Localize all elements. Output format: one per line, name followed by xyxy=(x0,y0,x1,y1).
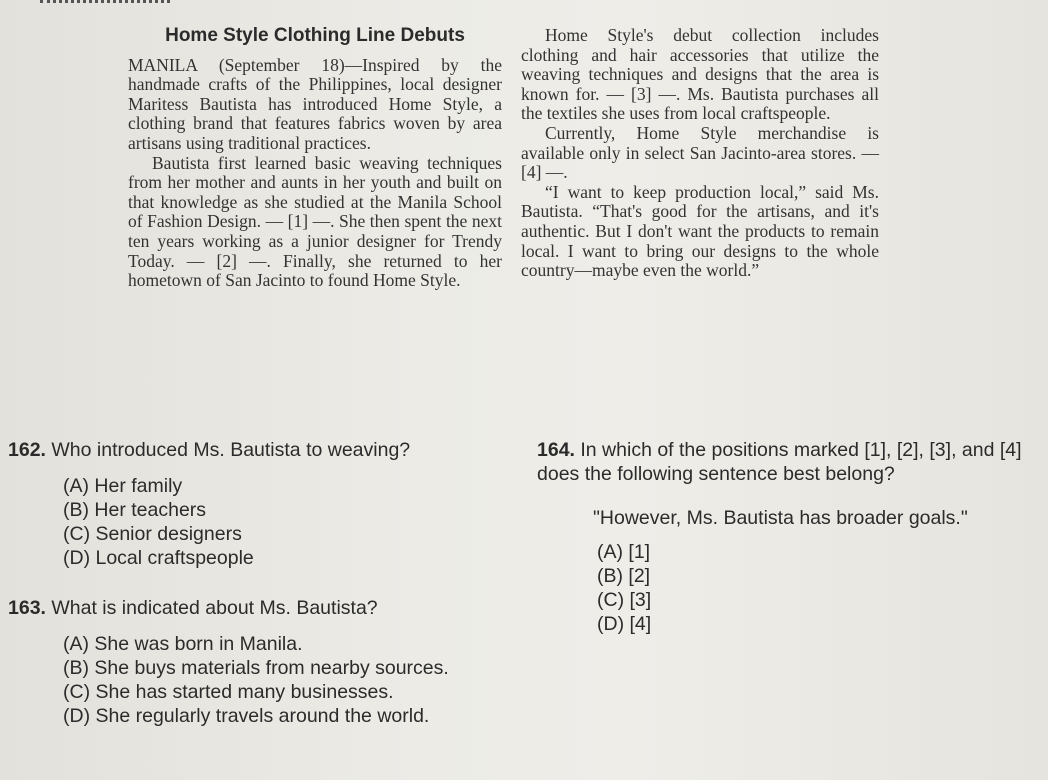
article-headline: Home Style Clothing Line Debuts xyxy=(165,25,465,46)
question-stem xyxy=(8,438,508,462)
answer-option-c[interactable]: (C) [3] xyxy=(597,589,652,611)
top-edge-mark xyxy=(40,0,170,7)
article-paragraph: MANILA (September 18)—Inspired by the handmade crafts of the Philippines, local designer Maritess Bautista has introduced Home Style, a clothing brand that features fabrics woven by area artisans using traditional practices. xyxy=(128,54,502,153)
question-text: In which of the positions marked [1], [2], [3], and [4] does the following sentence best belong? xyxy=(537,439,1022,485)
article-right-column xyxy=(521,26,879,281)
article-paragraph: Bautista first learned basic weaving techniques from her mother and aunts in her youth and built on that knowledge as she studied at the Manila School of Fashion Design. — [1] —. She then spent the next ten years working as a junior designer for Trendy Today. — [2] —. Finally, she returned to her hometown of San Jacinto to found Home Style. xyxy=(128,152,502,291)
answer-option-b[interactable]: (B) Her teachers xyxy=(63,499,207,521)
article-paragraph: Currently, Home Style merchandise is available only in select San Jacinto-area stores. — [4] —. xyxy=(521,122,879,183)
question-number: 162. xyxy=(8,439,46,461)
article-paragraph: “I want to keep production local,” said Ms. Bautista. “That's good for the artisans, and it's authentic. But I don't want the products to remain local. I want to bring our designs to the whole country—maybe even the world.” xyxy=(521,181,879,281)
answer-option-c[interactable]: (C) She has started many businesses. xyxy=(63,681,394,703)
answer-option-d[interactable]: (D) She regularly travels around the world. xyxy=(63,705,430,727)
inserted-sentence: "However, Ms. Bautista has broader goals." xyxy=(593,507,968,529)
answer-options xyxy=(8,474,508,570)
question-163 xyxy=(8,596,508,728)
question-162 xyxy=(8,438,508,570)
article-left-column xyxy=(128,26,502,291)
answer-option-a[interactable]: (A) She was born in Manila. xyxy=(63,633,303,655)
answer-option-d[interactable]: (D) [4] xyxy=(597,613,652,635)
question-number: 164. xyxy=(537,439,575,461)
question-text: Who introduced Ms. Bautista to weaving? xyxy=(51,439,411,461)
question-164 xyxy=(537,438,1042,636)
answer-options xyxy=(537,540,1042,636)
article-paragraph: Home Style's debut collection includes clothing and hair accessories that utilize the weaving techniques and designs that the area is known for. — [3] —. Ms. Bautista purchases all the textiles she uses from local craftspeople. xyxy=(521,25,879,124)
answer-options xyxy=(8,632,508,728)
answer-option-c[interactable]: (C) Senior designers xyxy=(63,523,242,545)
answer-option-b[interactable]: (B) She buys materials from nearby sources. xyxy=(63,657,449,679)
question-stem xyxy=(537,438,1042,486)
question-number: 163. xyxy=(8,597,46,619)
question-text: What is indicated about Ms. Bautista? xyxy=(51,597,378,619)
question-stem xyxy=(8,596,508,620)
answer-option-b[interactable]: (B) [2] xyxy=(597,565,651,587)
answer-option-a[interactable]: (A) [1] xyxy=(597,541,651,563)
answer-option-a[interactable]: (A) Her family xyxy=(63,475,183,497)
answer-option-d[interactable]: (D) Local craftspeople xyxy=(63,547,254,569)
